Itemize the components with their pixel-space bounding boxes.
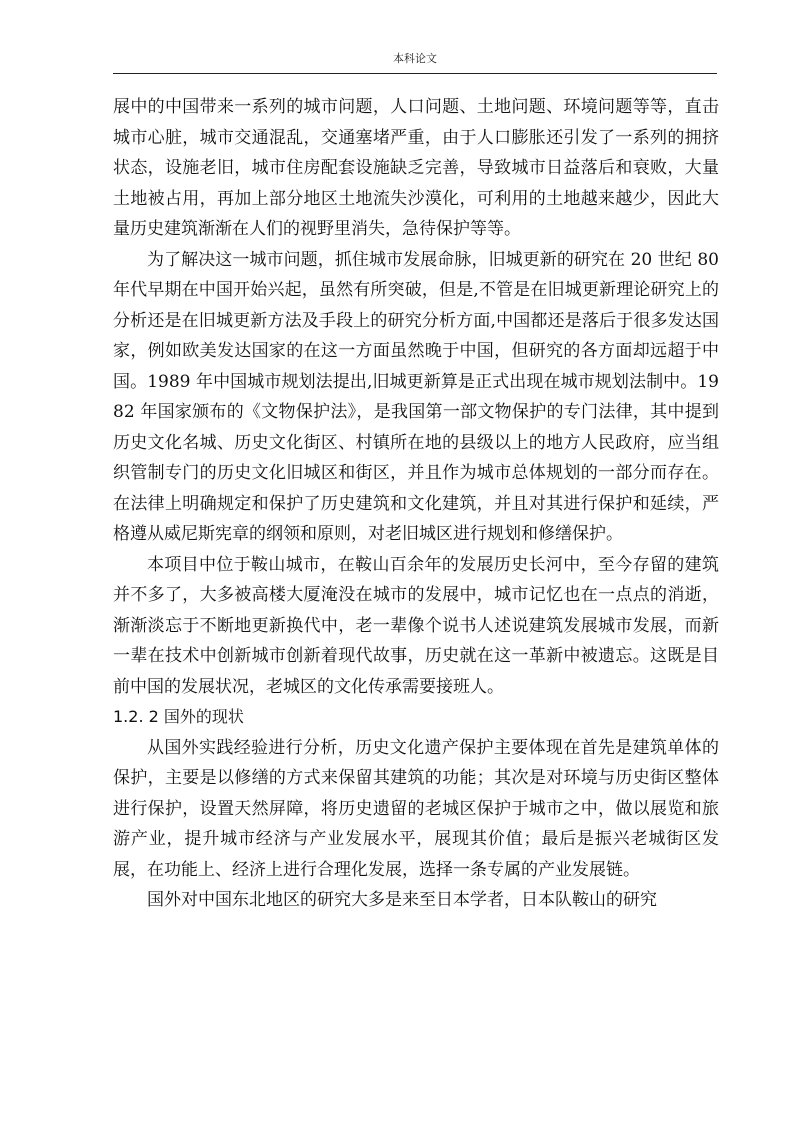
header-divider — [113, 73, 717, 74]
paragraph-old-city-renewal: 为了解决这一城市问题，抓住城市发展命脉，旧城更新的研究在 20 世纪 80 年代早期在中国开始兴起，虽然有所突破，但是,不管是在旧城更新理论研究上的分析还是在旧城更新方法及手段上的研究分析方面,中国都还是落后于很多发达国家，例如欧美发达国家的在这一方面虽然晚于中国，但研究的各方面却远超于中国。1989 年中国城市规划法提出,旧城更新算是正式出现在城市规划法制中。1982 年国家颁布的《文物保护法》，是我国第一部文物保护的专门法律，其中提到历史文化名城、历史文化街区、村镇所在地的县级以上的地方人民政府，应当组织管制专门的历史文化旧城区和街区，并且作为城市总体规划的一部分而存在。在法律上明确规定和保护了历史建筑和文化建筑，并且对其进行保护和延续，严格遵从威尼斯宪章的纲领和原则，对老旧城区进行规划和修缮保护。 — [113, 249, 719, 544]
paragraph-continued: 展中的中国带来一系列的城市问题，人口问题、土地问题、环境问题等等，直击城市心脏，城市交通混乱，交通塞堵严重，由于人口膨胀还引发了一系列的拥挤状态，设施老旧，城市住房配套设施缺乏完善，导致城市日益落后和衰败，大量土地被占用，再加上部分地区土地流失沙漠化，可利用的土地越来越少，因此大量历史建筑渐渐在人们的视野里消失，急待保护等等。 — [113, 97, 719, 239]
paragraph-anshan-project: 本项目中位于鞍山城市，在鞍山百余年的发展历史长河中，至今存留的建筑并不多了，大多被高楼大厦淹没在城市的发展中，城市记忆也在一点点的消逝，渐渐淡忘于不断地更新换代中，老一辈像个说书人述说建筑发展城市发展，而新一辈在技术中创新城市创新着现代故事，历史就在这一革新中被遗忘。这既是目前中国的发展状况，老城区的文化传承需要接班人。 — [113, 554, 719, 697]
paragraph-foreign-research: 国外对中国东北地区的研究大多是来至日本学者，日本队鞍山的研究 — [147, 890, 657, 910]
body-text — [113, 92, 719, 916]
running-header: 本科论文 — [393, 52, 437, 65]
section-heading: 1.2. 2 国外的现状 — [113, 707, 244, 726]
paragraph-foreign-practice: 从国外实践经验进行分析，历史文化遗产保护主要体现在首先是建筑单体的保护，主要是以修缮的方式来保留其建筑的功能；其次是对环境与历史街区整体进行保护，设置天然屏障，将历史遗留的老城区保护于城市之中，做以展览和旅游产业，提升城市经济与产业发展水平，展现其价值；最后是振兴老城街区发展，在功能上、经济上进行合理化发展，选择一条专属的产业发展链。 — [113, 737, 719, 880]
